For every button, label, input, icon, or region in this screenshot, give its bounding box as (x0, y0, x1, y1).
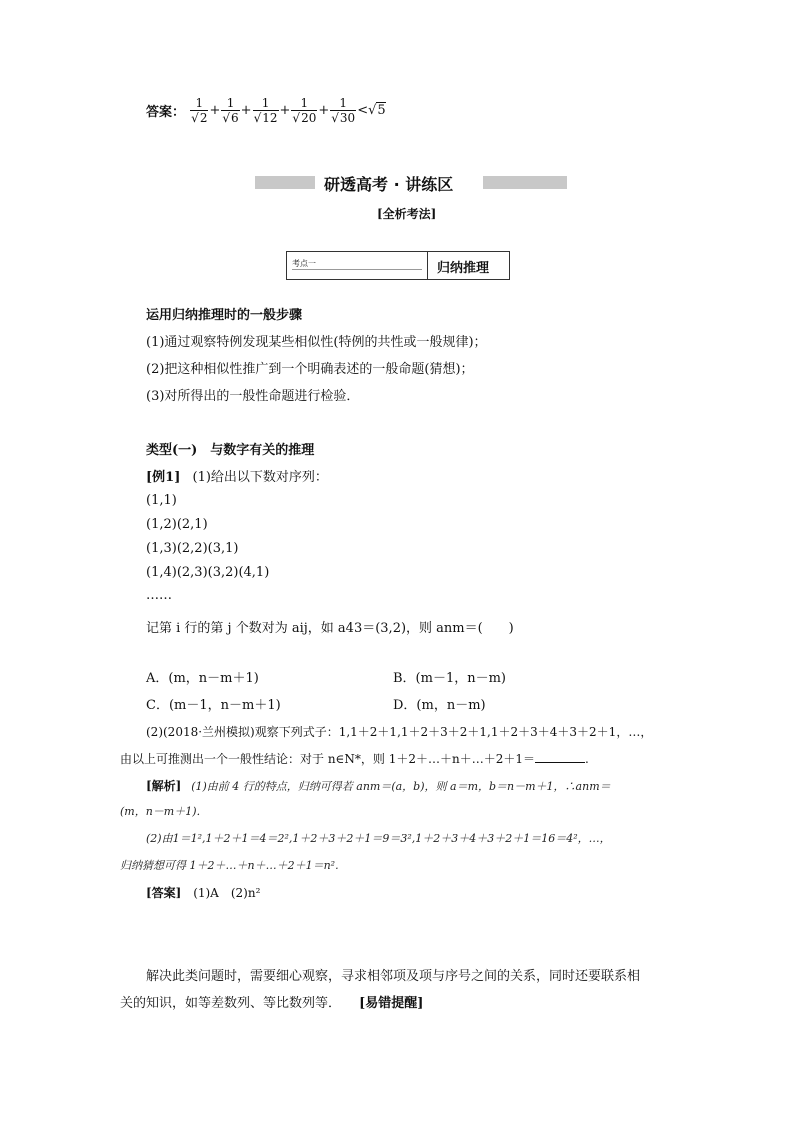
plus-sign: + (209, 103, 221, 118)
fraction-numerator: 1 (261, 96, 270, 110)
jiexi-label: [解析] (146, 779, 182, 793)
fraction-numerator: 1 (195, 96, 204, 110)
q2-line-2 (120, 750, 589, 767)
plus-sign: + (240, 103, 252, 118)
final-line-1: 解决此类问题时，需要细心观察，寻求相邻项及项与序号之间的关系，同时还要联系相 (146, 969, 641, 984)
answer-expression (189, 96, 386, 125)
type-title: 类型(一) 与数字有关的推理 (146, 443, 315, 458)
jiexi-line-2: (m，n－m＋1)． (120, 805, 208, 818)
option-d: D．(m，n－m) (393, 698, 486, 713)
step-1: (1)通过观察特例发现某些相似性(特例的共性或一般规律)； (146, 335, 487, 350)
fraction-denominator: √6 (222, 111, 239, 125)
fraction-term (330, 96, 356, 125)
fraction-term (291, 96, 317, 125)
kaodian-label: 考点一 (292, 259, 316, 268)
section-title: 研透高考 · 讲练区 (324, 175, 454, 194)
kaodian-divider (427, 252, 428, 279)
option-a: A．(m，n－m＋1) (146, 671, 259, 686)
fraction-denominator: √20 (292, 111, 317, 125)
pair-row-ellipsis: …… (146, 588, 172, 603)
pair-row-1: (1,1) (146, 493, 177, 508)
step-3: (3)对所得出的一般性命题进行检验． (146, 389, 360, 404)
fraction-denominator: √2 (191, 111, 208, 125)
fraction-numerator: 1 (339, 96, 348, 110)
q2-line-2-end: . (585, 752, 589, 766)
example-line (146, 466, 328, 485)
jiexi-line-4: 归纳猜想可得 1＋2＋…＋n＋…＋2＋1＝n². (120, 859, 339, 872)
fraction-numerator: 1 (226, 96, 235, 110)
example-q1: (1)给出以下数对序列： (192, 470, 328, 485)
fraction-denominator: √30 (331, 111, 356, 125)
pair-row-3: (1,3)(2,2)(3,1) (146, 541, 239, 556)
kaodian-title: 归纳推理 (437, 261, 490, 276)
jiexi-1a: (1)由前 4 行的特点，归纳可得若 anm＝(a，b)，则 a＝m，b＝n－m＋1，∴anm＝ (191, 780, 611, 793)
option-b: B．(m－1，n－m) (393, 671, 506, 686)
question-line: 记第 i 行的第 j 个数对为 aij，如 a43＝(3,2)，则 anm＝( ) (146, 621, 514, 636)
pair-row-2: (1,2)(2,1) (146, 517, 208, 532)
jiexi-line-3: (2)由1＝1²,1＋2＋1＝4＝2²,1＋2＋3＋2＋1＝9＝3²,1＋2＋3＋4＋3＋2＋1＝16＝4²，…， (146, 832, 611, 845)
fraction-denominator: √12 (253, 111, 278, 125)
fraction-term (221, 96, 239, 125)
jiexi-line-1 (146, 777, 611, 794)
option-c: C．(m－1，n－m＋1) (146, 698, 281, 713)
answer-blank (535, 752, 585, 763)
kaodian-underline (292, 269, 422, 270)
fraction-numerator: 1 (300, 96, 309, 110)
section-subtitle: [全析考法] (377, 207, 437, 221)
answer-label: 答案： (146, 105, 186, 120)
relation-rhs: <√5 (357, 103, 386, 118)
step-2: (2)把这种相似性推广到一个明确表述的一般命题(猜想)； (146, 362, 474, 377)
fraction-term (190, 96, 208, 125)
final-line-2 (120, 992, 423, 1011)
plus-sign: + (318, 103, 330, 118)
answer-line (146, 96, 386, 125)
kaodian-box (286, 251, 510, 280)
steps-title: 运用归纳推理时的一般步骤 (146, 308, 303, 323)
daan-line (146, 884, 260, 901)
plus-sign: + (279, 103, 291, 118)
q2-line-1: (2)(2018·兰州模拟)观察下列式子：1,1＋2＋1,1＋2＋3＋2＋1,1＋2＋3＋4＋3＋2＋1，…， (146, 725, 653, 739)
header-bar-right (483, 176, 567, 189)
fraction-term (253, 96, 279, 125)
q2-line-2-text: 由以上可推测出一个一般性结论：对于 n∈N*，则 1＋2＋…＋n＋…＋2＋1＝ (120, 752, 536, 766)
final-tag: [易错提醒] (359, 996, 424, 1011)
daan-label: [答案] (146, 886, 182, 900)
final-line-2-text: 关的知识，如等差数列、等比数列等． (120, 996, 342, 1011)
daan-value: (1)A (2)n² (193, 886, 261, 900)
example-label: [例1] (146, 470, 181, 485)
header-bar-left (255, 176, 315, 189)
pair-row-4: (1,4)(2,3)(3,2)(4,1) (146, 565, 270, 580)
